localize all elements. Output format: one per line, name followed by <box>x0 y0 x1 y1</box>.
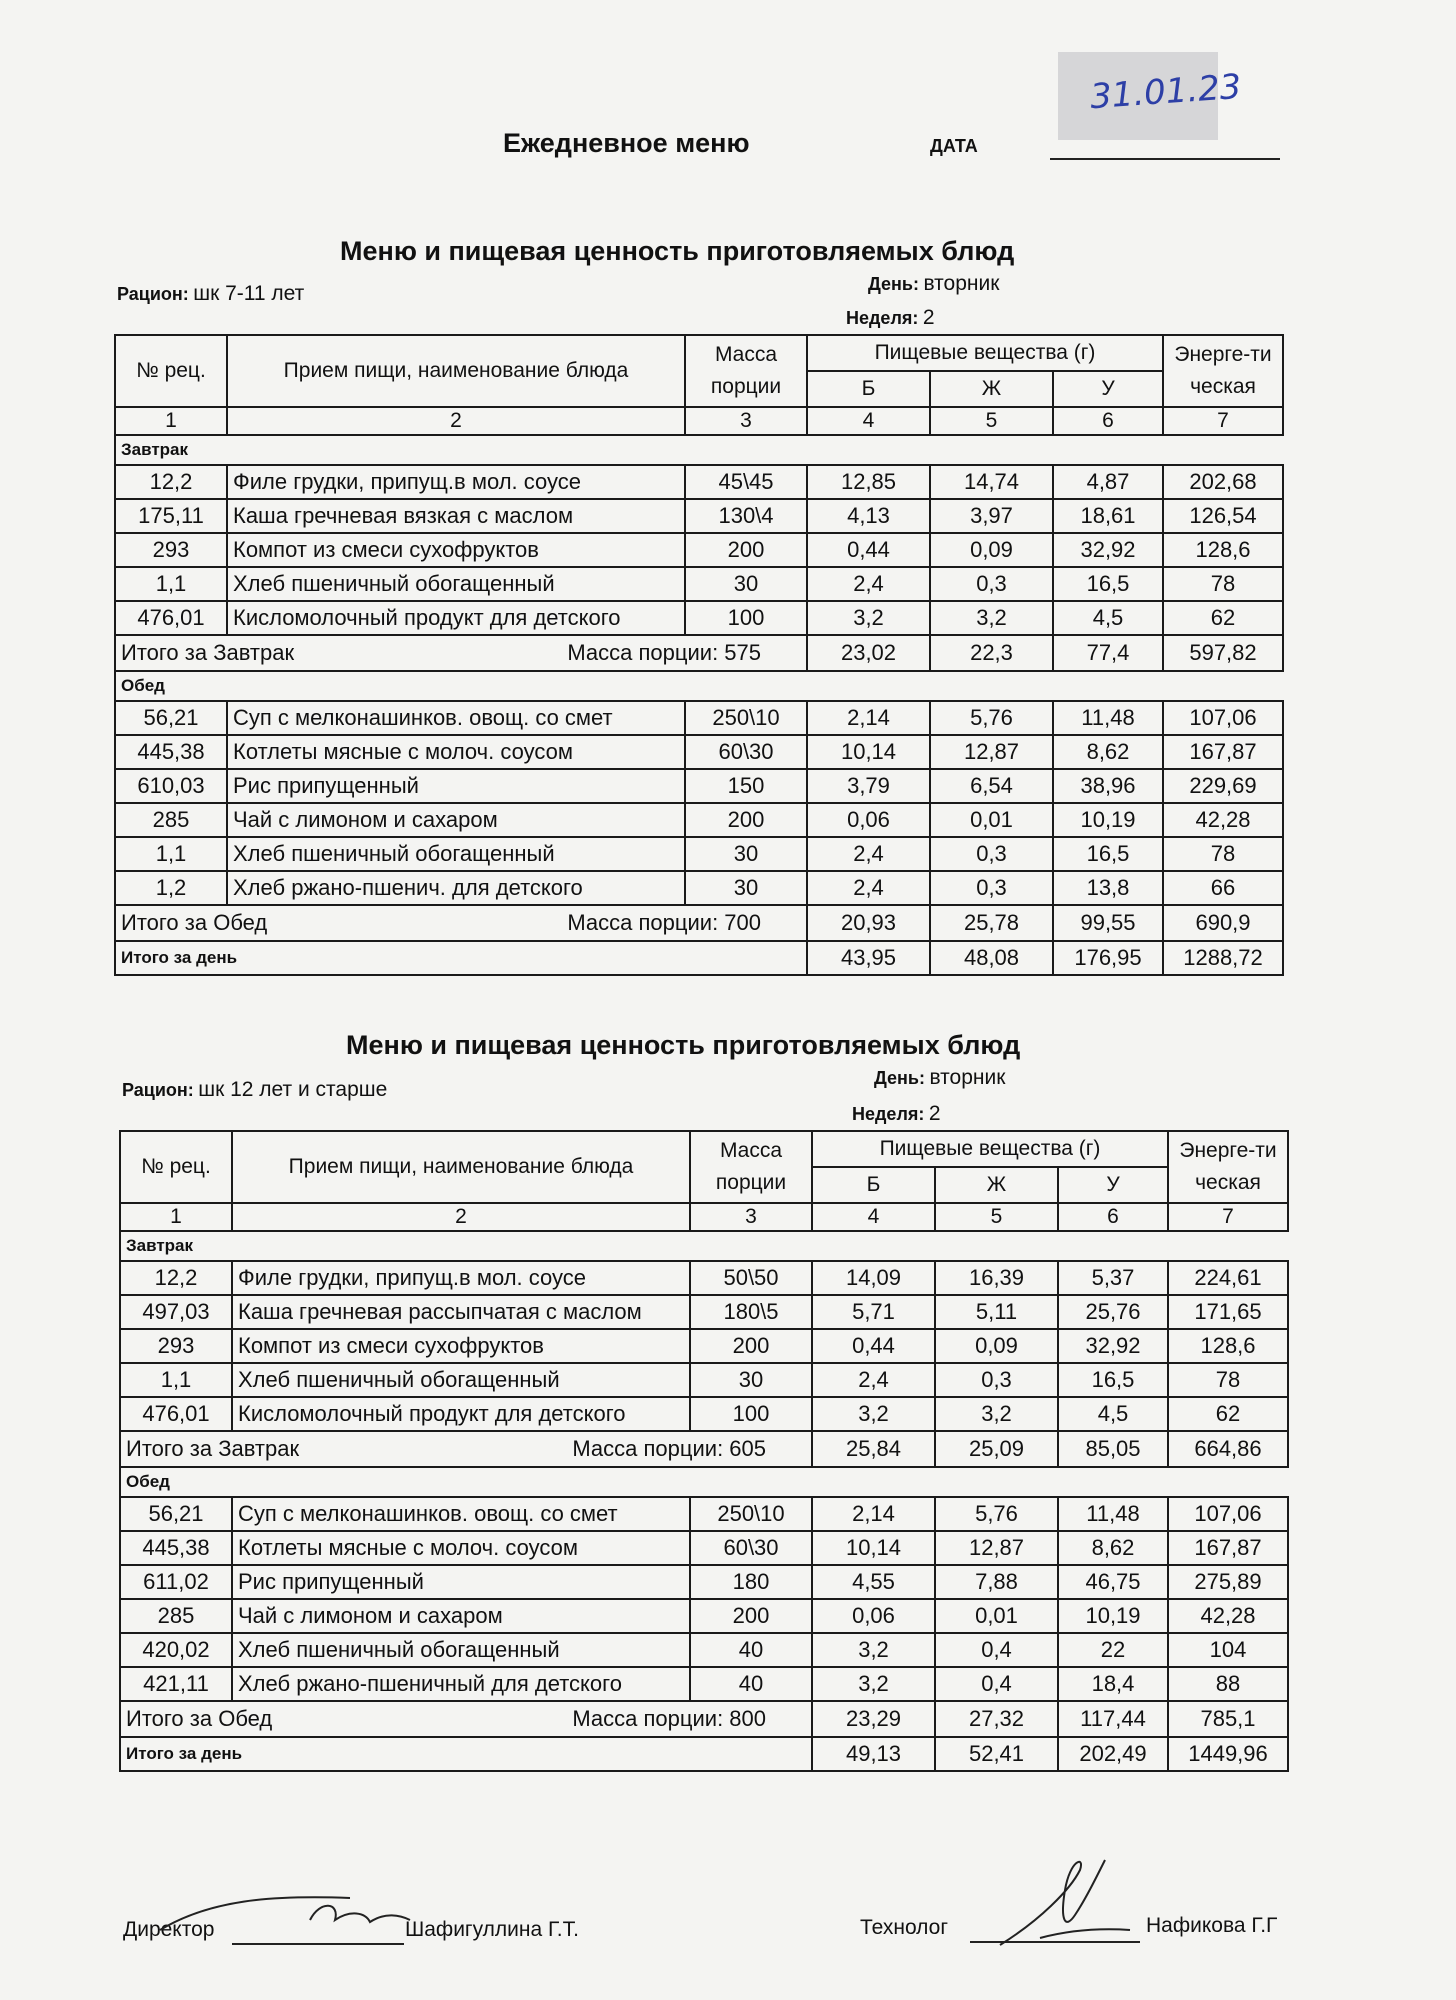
row-dish-name: Хлеб пшеничный обогащенный <box>227 837 685 871</box>
col-num-3: 3 <box>690 1203 812 1231</box>
ration-label: Рацион: <box>122 1080 194 1100</box>
row-mass: 45\45 <box>685 465 807 499</box>
col-num-6: 6 <box>1053 407 1163 435</box>
row-dish-name: Чай с лимоном и сахаром <box>232 1599 690 1633</box>
row-mass: 100 <box>685 601 807 635</box>
row-energy: 171,65 <box>1168 1295 1288 1329</box>
row-fat: 6,54 <box>930 769 1053 803</box>
row-carbs: 4,87 <box>1053 465 1163 499</box>
menu-table-1 <box>114 334 1284 976</box>
lunch-label: Обед <box>120 1467 1288 1497</box>
date-stamp-text: 31.01.23 <box>1088 66 1243 118</box>
total-e: 690,9 <box>1163 905 1283 941</box>
total-u: 85,05 <box>1058 1431 1168 1467</box>
row-recipe-no: 285 <box>120 1599 232 1633</box>
row-mass: 250\10 <box>690 1497 812 1531</box>
row-dish-name: Рис припущенный <box>227 769 685 803</box>
row-energy: 42,28 <box>1168 1599 1288 1633</box>
lunch-total-mass: Масса порции: 700 <box>567 910 761 935</box>
section1-title: Меню и пищевая ценность приготовляемых блюд <box>340 236 1015 266</box>
row-carbs: 32,92 <box>1058 1329 1168 1363</box>
row-carbs: 4,5 <box>1058 1397 1168 1431</box>
row-energy: 62 <box>1168 1397 1288 1431</box>
day-total-label: Итого за день <box>120 1737 812 1771</box>
table-row <box>120 1363 1288 1397</box>
breakfast-total-label: Итого за Завтрак Масса порции: 575 <box>115 635 807 671</box>
s2-lunch-rows <box>120 1497 1288 1701</box>
row-recipe-no: 476,01 <box>115 601 227 635</box>
row-energy: 107,06 <box>1163 701 1283 735</box>
director-label: Директор <box>123 1918 215 1941</box>
row-dish-name: Хлеб ржано-пшенич. для детского <box>227 871 685 905</box>
technologist-label: Технолог <box>860 1916 949 1939</box>
day-total-label: Итого за день <box>115 941 807 975</box>
row-protein: 5,71 <box>812 1295 935 1329</box>
row-protein: 3,79 <box>807 769 930 803</box>
row-fat: 14,74 <box>930 465 1053 499</box>
date-line <box>1050 158 1280 160</box>
row-carbs: 16,5 <box>1053 837 1163 871</box>
col-num-5: 5 <box>935 1203 1058 1231</box>
row-protein: 10,14 <box>812 1531 935 1565</box>
row-dish-name: Каша гречневая вязкая с маслом <box>227 499 685 533</box>
row-energy: 78 <box>1168 1363 1288 1397</box>
row-fat: 3,2 <box>930 601 1053 635</box>
row-mass: 150 <box>685 769 807 803</box>
day-total-zh: 52,41 <box>935 1737 1058 1771</box>
week-value: 2 <box>928 1102 941 1125</box>
row-dish-name: Хлеб пшеничный обогащенный <box>232 1363 690 1397</box>
table-row <box>115 533 1283 567</box>
row-fat: 16,39 <box>935 1261 1058 1295</box>
table-row <box>120 1295 1288 1329</box>
col-num-2: 2 <box>227 407 685 435</box>
total-e: 664,86 <box>1168 1431 1288 1467</box>
table-row <box>120 1497 1288 1531</box>
row-dish-name: Хлеб пшеничный обогащенный <box>232 1633 690 1667</box>
section2-title: Меню и пищевая ценность приготовляемых блюд <box>346 1030 1021 1060</box>
row-fat: 5,11 <box>935 1295 1058 1329</box>
row-dish-name: Чай с лимоном и сахаром <box>227 803 685 837</box>
row-energy: 78 <box>1163 837 1283 871</box>
lunch-total-label: Итого за Обед Масса порции: 800 <box>120 1701 812 1737</box>
row-recipe-no: 420,02 <box>120 1633 232 1667</box>
col-num-4: 4 <box>807 407 930 435</box>
total-zh: 25,78 <box>930 905 1053 941</box>
row-carbs: 18,61 <box>1053 499 1163 533</box>
row-recipe-no: 497,03 <box>120 1295 232 1329</box>
row-protein: 2,4 <box>807 567 930 601</box>
row-fat: 0,3 <box>930 567 1053 601</box>
day-value: вторник <box>923 272 1000 295</box>
day-value: вторник <box>929 1066 1006 1089</box>
row-recipe-no: 56,21 <box>115 701 227 735</box>
row-carbs: 25,76 <box>1058 1295 1168 1329</box>
col-u: У <box>1053 371 1163 407</box>
table-row <box>120 1397 1288 1431</box>
row-protein: 2,4 <box>807 837 930 871</box>
row-dish-name: Рис припущенный <box>232 1565 690 1599</box>
row-mass: 130\4 <box>685 499 807 533</box>
breakfast-label: Завтрак <box>120 1231 1288 1261</box>
row-dish-name: Хлеб ржано-пшеничный для детского <box>232 1667 690 1701</box>
table-row <box>120 1633 1288 1667</box>
row-energy: 167,87 <box>1168 1531 1288 1565</box>
row-mass: 30 <box>685 567 807 601</box>
row-mass: 50\50 <box>690 1261 812 1295</box>
row-fat: 0,3 <box>935 1363 1058 1397</box>
row-mass: 200 <box>685 533 807 567</box>
table-row <box>115 465 1283 499</box>
section1-week <box>846 306 935 330</box>
row-mass: 180 <box>690 1565 812 1599</box>
week-label: Неделя: <box>852 1104 925 1124</box>
row-dish-name: Филе грудки, припущ.в мол. соусе <box>227 465 685 499</box>
row-protein: 14,09 <box>812 1261 935 1295</box>
row-protein: 2,4 <box>807 871 930 905</box>
row-dish-name: Компот из смеси сухофруктов <box>232 1329 690 1363</box>
row-mass: 100 <box>690 1397 812 1431</box>
row-recipe-no: 1,1 <box>115 567 227 601</box>
row-fat: 5,76 <box>935 1497 1058 1531</box>
total-b: 20,93 <box>807 905 930 941</box>
menu-table-2 <box>119 1130 1289 1772</box>
section2-day <box>874 1066 1005 1090</box>
col-name: Прием пищи, наименование блюда <box>232 1131 690 1203</box>
row-energy: 229,69 <box>1163 769 1283 803</box>
day-label: День: <box>868 274 919 294</box>
ration-value: шк 12 лет и старше <box>198 1078 388 1101</box>
day-total-b: 43,95 <box>807 941 930 975</box>
row-mass: 40 <box>690 1667 812 1701</box>
day-total-e: 1449,96 <box>1168 1737 1288 1771</box>
row-recipe-no: 476,01 <box>120 1397 232 1431</box>
row-energy: 128,6 <box>1168 1329 1288 1363</box>
row-dish-name: Филе грудки, припущ.в мол. соусе <box>232 1261 690 1295</box>
table-row <box>115 701 1283 735</box>
week-value: 2 <box>922 306 935 329</box>
col-zh: Ж <box>930 371 1053 407</box>
section2-ration <box>122 1078 387 1102</box>
day-total-zh: 48,08 <box>930 941 1053 975</box>
row-protein: 3,2 <box>812 1633 935 1667</box>
row-mass: 200 <box>690 1329 812 1363</box>
day-total-u: 176,95 <box>1053 941 1163 975</box>
row-fat: 12,87 <box>935 1531 1058 1565</box>
row-carbs: 10,19 <box>1058 1599 1168 1633</box>
row-fat: 0,3 <box>930 837 1053 871</box>
row-protein: 2,14 <box>807 701 930 735</box>
row-carbs: 16,5 <box>1053 567 1163 601</box>
total-u: 117,44 <box>1058 1701 1168 1737</box>
row-fat: 0,3 <box>930 871 1053 905</box>
row-mass: 200 <box>690 1599 812 1633</box>
row-protein: 3,2 <box>807 601 930 635</box>
row-fat: 7,88 <box>935 1565 1058 1599</box>
total-u: 77,4 <box>1053 635 1163 671</box>
row-energy: 275,89 <box>1168 1565 1288 1599</box>
col-zh: Ж <box>935 1167 1058 1203</box>
table-row <box>115 803 1283 837</box>
row-fat: 0,01 <box>935 1599 1058 1633</box>
total-b: 25,84 <box>812 1431 935 1467</box>
row-fat: 3,97 <box>930 499 1053 533</box>
section1-day <box>868 272 999 296</box>
row-carbs: 10,19 <box>1053 803 1163 837</box>
row-recipe-no: 285 <box>115 803 227 837</box>
day-total-b: 49,13 <box>812 1737 935 1771</box>
lunch-total-label: Итого за Обед Масса порции: 700 <box>115 905 807 941</box>
col-energy: Энерге-тическая <box>1163 335 1283 407</box>
row-mass: 200 <box>685 803 807 837</box>
breakfast-label: Завтрак <box>115 435 1283 465</box>
lunch-total-mass: Масса порции: 800 <box>572 1706 766 1731</box>
s2-breakfast-rows <box>120 1261 1288 1431</box>
total-e: 785,1 <box>1168 1701 1288 1737</box>
row-energy: 66 <box>1163 871 1283 905</box>
row-dish-name: Хлеб пшеничный обогащенный <box>227 567 685 601</box>
col-num-1: 1 <box>120 1203 232 1231</box>
row-energy: 167,87 <box>1163 735 1283 769</box>
total-e: 597,82 <box>1163 635 1283 671</box>
table-row <box>115 871 1283 905</box>
table-row <box>120 1667 1288 1701</box>
row-dish-name: Котлеты мясные с молоч. соусом <box>232 1531 690 1565</box>
row-energy: 126,54 <box>1163 499 1283 533</box>
table-row <box>120 1261 1288 1295</box>
row-protein: 3,2 <box>812 1667 935 1701</box>
row-recipe-no: 445,38 <box>120 1531 232 1565</box>
row-fat: 5,76 <box>930 701 1053 735</box>
row-recipe-no: 12,2 <box>115 465 227 499</box>
row-energy: 88 <box>1168 1667 1288 1701</box>
row-energy: 107,06 <box>1168 1497 1288 1531</box>
total-zh: 25,09 <box>935 1431 1058 1467</box>
col-b: Б <box>807 371 930 407</box>
ration-value: шк 7-11 лет <box>193 282 305 305</box>
table-row <box>115 837 1283 871</box>
row-mass: 40 <box>690 1633 812 1667</box>
s1-lunch-rows <box>115 701 1283 905</box>
col-nutrients: Пищевые вещества (г) <box>807 335 1163 371</box>
col-num-5: 5 <box>930 407 1053 435</box>
total-zh: 27,32 <box>935 1701 1058 1737</box>
row-dish-name: Суп с мелконашинков. овощ. со смет <box>227 701 685 735</box>
col-num-7: 7 <box>1163 407 1283 435</box>
technologist-signature <box>980 1850 1150 1960</box>
section2-week <box>852 1102 941 1126</box>
row-protein: 0,44 <box>807 533 930 567</box>
row-recipe-no: 56,21 <box>120 1497 232 1531</box>
row-recipe-no: 293 <box>115 533 227 567</box>
row-fat: 0,4 <box>935 1667 1058 1701</box>
table-row <box>120 1599 1288 1633</box>
row-fat: 3,2 <box>935 1397 1058 1431</box>
row-carbs: 5,37 <box>1058 1261 1168 1295</box>
technologist-name: Нафикова Г.Г <box>1146 1914 1278 1937</box>
row-fat: 0,09 <box>930 533 1053 567</box>
row-energy: 42,28 <box>1163 803 1283 837</box>
col-mass: Масса порции <box>690 1131 812 1203</box>
row-dish-name: Суп с мелконашинков. овощ. со смет <box>232 1497 690 1531</box>
row-recipe-no: 1,1 <box>120 1363 232 1397</box>
row-recipe-no: 611,02 <box>120 1565 232 1599</box>
col-u: У <box>1058 1167 1168 1203</box>
row-fat: 0,4 <box>935 1633 1058 1667</box>
row-mass: 60\30 <box>690 1531 812 1565</box>
row-energy: 62 <box>1163 601 1283 635</box>
s1-breakfast-rows <box>115 465 1283 635</box>
row-protein: 2,4 <box>812 1363 935 1397</box>
row-carbs: 38,96 <box>1053 769 1163 803</box>
table-row <box>120 1329 1288 1363</box>
row-protein: 0,06 <box>812 1599 935 1633</box>
row-carbs: 18,4 <box>1058 1667 1168 1701</box>
row-energy: 128,6 <box>1163 533 1283 567</box>
row-protein: 10,14 <box>807 735 930 769</box>
row-mass: 60\30 <box>685 735 807 769</box>
row-protein: 0,44 <box>812 1329 935 1363</box>
row-energy: 104 <box>1168 1633 1288 1667</box>
date-label: ДАТА <box>930 136 978 156</box>
row-protein: 12,85 <box>807 465 930 499</box>
col-name: Прием пищи, наименование блюда <box>227 335 685 407</box>
table-row <box>115 499 1283 533</box>
row-mass: 30 <box>690 1363 812 1397</box>
row-dish-name: Кисломолочный продукт для детского <box>232 1397 690 1431</box>
week-label: Неделя: <box>846 308 919 328</box>
section1-ration <box>117 282 304 306</box>
table-row <box>115 601 1283 635</box>
day-label: День: <box>874 1068 925 1088</box>
director-name: Шафигуллина Г.Т. <box>405 1918 579 1941</box>
row-dish-name: Компот из смеси сухофруктов <box>227 533 685 567</box>
total-b: 23,29 <box>812 1701 935 1737</box>
row-mass: 250\10 <box>685 701 807 735</box>
row-carbs: 16,5 <box>1058 1363 1168 1397</box>
row-energy: 224,61 <box>1168 1261 1288 1295</box>
col-num-6: 6 <box>1058 1203 1168 1231</box>
row-energy: 202,68 <box>1163 465 1283 499</box>
row-mass: 30 <box>685 871 807 905</box>
row-carbs: 8,62 <box>1053 735 1163 769</box>
col-num-7: 7 <box>1168 1203 1288 1231</box>
total-b: 23,02 <box>807 635 930 671</box>
row-fat: 0,01 <box>930 803 1053 837</box>
row-energy: 78 <box>1163 567 1283 601</box>
table-row <box>115 769 1283 803</box>
table-row <box>120 1531 1288 1565</box>
row-recipe-no: 1,2 <box>115 871 227 905</box>
row-recipe-no: 293 <box>120 1329 232 1363</box>
row-fat: 0,09 <box>935 1329 1058 1363</box>
ration-label: Рацион: <box>117 284 189 304</box>
row-carbs: 13,8 <box>1053 871 1163 905</box>
row-carbs: 11,48 <box>1058 1497 1168 1531</box>
lunch-label: Обед <box>115 671 1283 701</box>
row-recipe-no: 12,2 <box>120 1261 232 1295</box>
row-carbs: 4,5 <box>1053 601 1163 635</box>
row-recipe-no: 1,1 <box>115 837 227 871</box>
row-recipe-no: 445,38 <box>115 735 227 769</box>
table-row <box>120 1565 1288 1599</box>
row-recipe-no: 421,11 <box>120 1667 232 1701</box>
row-dish-name: Каша гречневая рассыпчатая с маслом <box>232 1295 690 1329</box>
row-carbs: 22 <box>1058 1633 1168 1667</box>
row-carbs: 32,92 <box>1053 533 1163 567</box>
col-num-1: 1 <box>115 407 227 435</box>
row-recipe-no: 610,03 <box>115 769 227 803</box>
total-zh: 22,3 <box>930 635 1053 671</box>
col-num-2: 2 <box>232 1203 690 1231</box>
row-protein: 0,06 <box>807 803 930 837</box>
row-fat: 12,87 <box>930 735 1053 769</box>
total-u: 99,55 <box>1053 905 1163 941</box>
row-protein: 4,55 <box>812 1565 935 1599</box>
day-total-e: 1288,72 <box>1163 941 1283 975</box>
table-row <box>115 735 1283 769</box>
breakfast-total-label: Итого за Завтрак Масса порции: 605 <box>120 1431 812 1467</box>
row-carbs: 11,48 <box>1053 701 1163 735</box>
col-num-3: 3 <box>685 407 807 435</box>
breakfast-total-mass: Масса порции: 605 <box>572 1436 766 1461</box>
row-protein: 3,2 <box>812 1397 935 1431</box>
row-protein: 4,13 <box>807 499 930 533</box>
col-nutrients: Пищевые вещества (г) <box>812 1131 1168 1167</box>
row-mass: 180\5 <box>690 1295 812 1329</box>
row-carbs: 8,62 <box>1058 1531 1168 1565</box>
row-recipe-no: 175,11 <box>115 499 227 533</box>
day-total-u: 202,49 <box>1058 1737 1168 1771</box>
breakfast-total-mass: Масса порции: 575 <box>567 640 761 665</box>
col-b: Б <box>812 1167 935 1203</box>
row-protein: 2,14 <box>812 1497 935 1531</box>
page-title: Ежедневное меню <box>503 128 750 158</box>
col-no: № рец. <box>120 1131 232 1203</box>
row-carbs: 46,75 <box>1058 1565 1168 1599</box>
col-mass: Масса порции <box>685 335 807 407</box>
row-dish-name: Котлеты мясные с молоч. соусом <box>227 735 685 769</box>
row-mass: 30 <box>685 837 807 871</box>
col-no: № рец. <box>115 335 227 407</box>
col-energy: Энерге-тическая <box>1168 1131 1288 1203</box>
col-num-4: 4 <box>812 1203 935 1231</box>
table-row <box>115 567 1283 601</box>
row-dish-name: Кисломолочный продукт для детского <box>227 601 685 635</box>
